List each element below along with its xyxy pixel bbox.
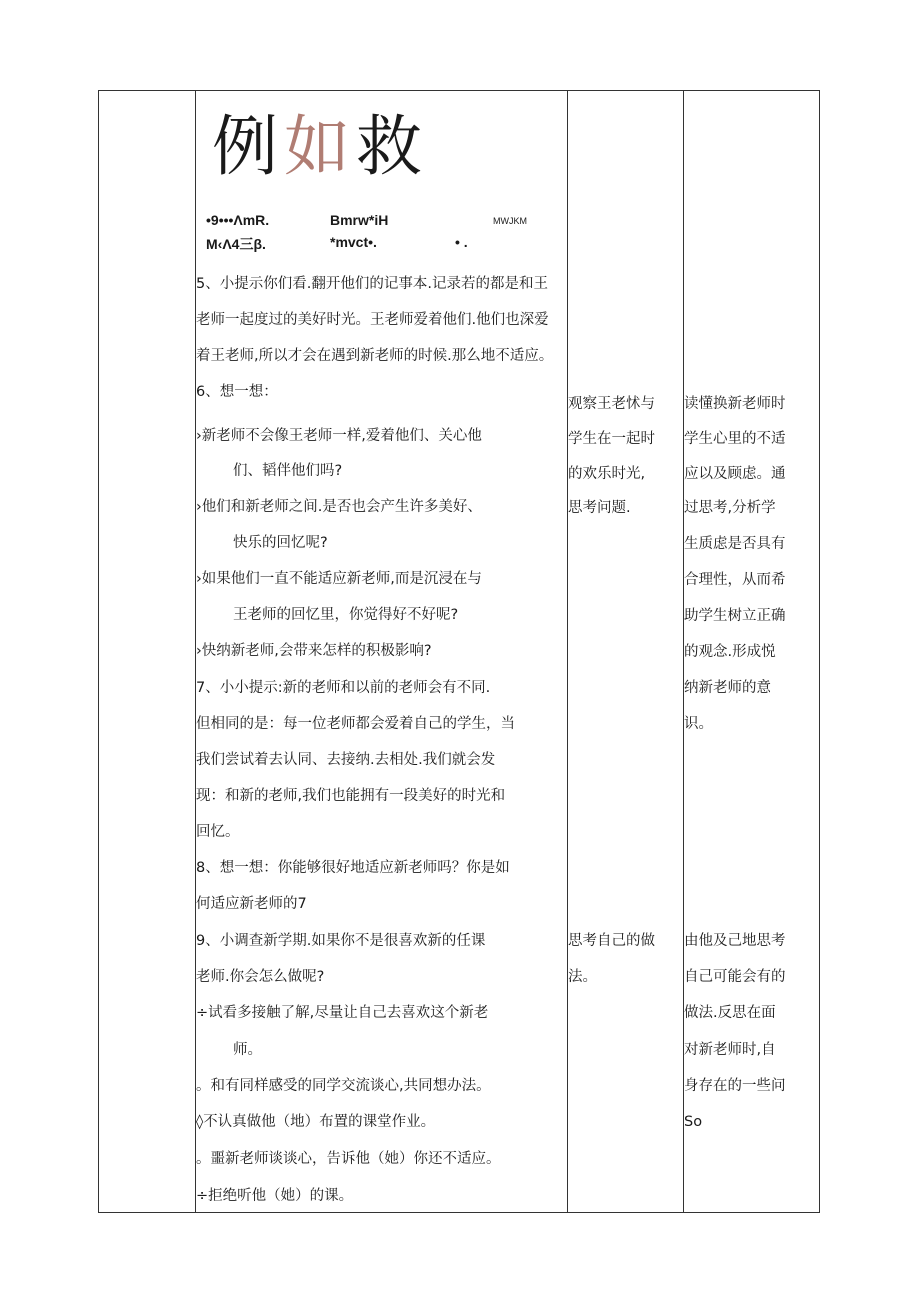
activity-line: ÷拒绝听他（她）的课。 <box>196 1188 354 1204</box>
garbled-text: M‹Λ4三β. <box>206 236 266 252</box>
cell-line: 思考问题. <box>568 500 631 516</box>
activity-line: 现：和新的老师,我们也能拥有一段美好的时光和 <box>196 788 506 804</box>
activity-line: 5、小提示你们看.翻开他们的记事本.记录若的都是和王 <box>196 276 548 292</box>
activity-line: ›如果他们一直不能适应新老师,而是沉浸在与 <box>196 571 482 587</box>
activity-line: 快乐的回忆呢? <box>233 535 328 551</box>
activity-line: 。和有同样感受的同学交流谈心,共同想办法。 <box>196 1078 491 1094</box>
activity-line: ›快纳新老师,会带来怎样的积极影响? <box>196 643 432 659</box>
heading-char: 如 <box>284 108 350 185</box>
activity-line: ◊不认真做他（地）布置的课堂作业。 <box>196 1114 436 1130</box>
heading-char: 例 <box>212 108 278 185</box>
activity-line: 们、韬伴他们吗? <box>233 463 343 479</box>
cell-line: 过思考,分析学 <box>684 500 776 516</box>
activity-line: 何适应新老师的7 <box>196 896 307 912</box>
cell-line: 读懂换新老师时 <box>684 396 786 412</box>
heading-char: 救 <box>356 108 422 185</box>
cell-line: 合理性，从而希 <box>684 572 786 588</box>
cell-line: 由他及己地思考 <box>684 933 786 949</box>
activity-line: 。噩新老师谈谈心，告诉他（她）你还不适应。 <box>196 1151 501 1167</box>
cell-line: 的欢乐时光, <box>568 466 646 482</box>
garbled-text: •9•••ΛmR. <box>206 212 270 228</box>
activity-line: ÷试看多接触了解,尽量让自己去喜欢这个新老 <box>196 1005 489 1021</box>
cell-line: 应以及顾虑。通 <box>684 466 786 482</box>
activity-line: ›新老师不会像王老师一样,爱着他们、关心他 <box>196 428 482 444</box>
cell-line: 法。 <box>568 969 597 985</box>
activity-line: 9、小调查新学期.如果你不是很喜欢新的任课 <box>196 933 486 949</box>
garbled-text: • . <box>455 234 468 250</box>
cell-line: 生质虑是否具有 <box>684 536 786 552</box>
activity-line: 回忆。 <box>196 824 240 840</box>
cell-line: 的观念.形成悦 <box>684 644 776 660</box>
activity-line: ›他们和新老师之间.是否也会产生许多美好、 <box>196 499 482 515</box>
cell-line: 对新老师时,自 <box>684 1042 776 1058</box>
activity-line: 我们尝试着去认同、去接纳.去相处.我们就会发 <box>196 752 496 768</box>
garbled-text: *mvct•. <box>330 234 377 250</box>
cell-line: 思考自己的做 <box>568 933 655 949</box>
cell-line: 识。 <box>684 716 713 732</box>
activity-line: 师。 <box>233 1042 262 1058</box>
activity-line: 7、小小提示:新的老师和以前的老师会有不同. <box>196 680 491 696</box>
cell-line: 学生心里的不适 <box>684 431 786 447</box>
activity-line: 老师一起度过的美好时光。王老师爱着他们.他们也深爱 <box>196 312 549 328</box>
garbled-text: MWJKM <box>493 216 527 226</box>
activity-line: 8、想一想：你能够很好地适应新老师吗？你是如 <box>196 860 510 876</box>
activity-line: 着王老师,所以才会在遇到新老师的时候.那么地不适应。 <box>196 348 554 364</box>
activity-line: 但相同的是：每一位老师都会爱着自己的学生，当 <box>196 716 515 732</box>
cell-line: 纳新老师的意 <box>684 680 771 696</box>
cell-line: 身存在的一些问 <box>684 1078 786 1094</box>
activity-line: 王老师的回忆里，你觉得好不好呢? <box>233 607 459 623</box>
activity-line: 6、想一想： <box>196 384 278 400</box>
heading-calligraphy <box>212 102 428 192</box>
cell-line: So <box>684 1114 703 1130</box>
cell-line: 助学生树立正确 <box>684 608 786 624</box>
activity-line: 老师.你会怎么做呢? <box>196 969 325 985</box>
cell-line: 观察王老怵与 <box>568 396 655 412</box>
cell-line: 学生在一起时 <box>568 431 655 447</box>
column-divider <box>567 91 568 1212</box>
garbled-text: Bmrw*iH <box>330 212 389 228</box>
cell-line: 做法.反思在面 <box>684 1005 776 1021</box>
cell-line: 自己可能会有的 <box>684 969 786 985</box>
